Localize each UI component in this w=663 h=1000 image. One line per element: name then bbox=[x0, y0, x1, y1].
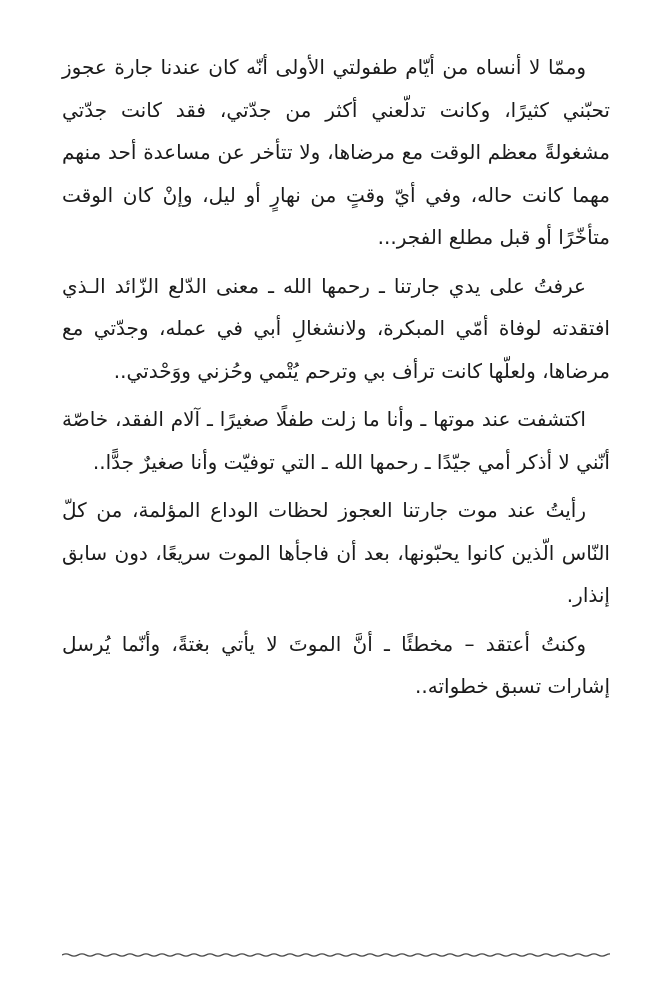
page-text bbox=[62, 46, 610, 708]
wavy-divider bbox=[62, 948, 610, 962]
paragraph-3: اكتشفت عند موتها ـ وأنا ما زلت طفلًا صغيرًا ـ آلام الفقد، خاصّة أنّني لا أذكر أمي جيّدًا ـ رحمها الله ـ التي توفيّت وأنا صغيرٌ جدًّا.. bbox=[62, 407, 610, 474]
paragraph-1: وممّا لا أنساه من أيّام طفولتي الأولى أنّه كان عندنا جارة عجوز تحبّني كثيرًا، وكانت تدلّعني أكثر من جدّتي، فقد كانت جدّتي مشغولةً معظم الوقت مع مرضاها، ولا تتأخر عن مساعدة أحد منهم مهما كانت حاله، وفي أيّ وقتٍ من نهارٍ أو ليل، وإنْ كان الوقت متأخّرًا أو قبل مطلع الفجر... bbox=[62, 55, 610, 249]
paragraph-2: عرفتُ على يدي جارتنا ـ رحمها الله ـ معنى الدّلع الزّائد الـذي افتقدته لوفاة أمّي المبكرة، ولانشغالِ أبي في عمله، وجدّتي مع مرضاها، ولعلّها كانت ترأف بي وترحم يُتْمي وحُزني ووَحْدتي.. bbox=[62, 273, 610, 383]
paragraph-4: رأيتُ عند موت جارتنا العجوز لحظات الوداع المؤلمة، من كلّ النّاس الّذين كانوا يحبّونها، بعد أن فاجأها الموت سريعًا، دون سابق إنذار. bbox=[62, 498, 610, 607]
paragraph-5: وكنتُ أعتقد – مخطئًا ـ أنَّ الموتَ لا يأتي بغتةً، وأنّما يُرسل إشارات تسبق خطواته.. bbox=[62, 631, 610, 698]
